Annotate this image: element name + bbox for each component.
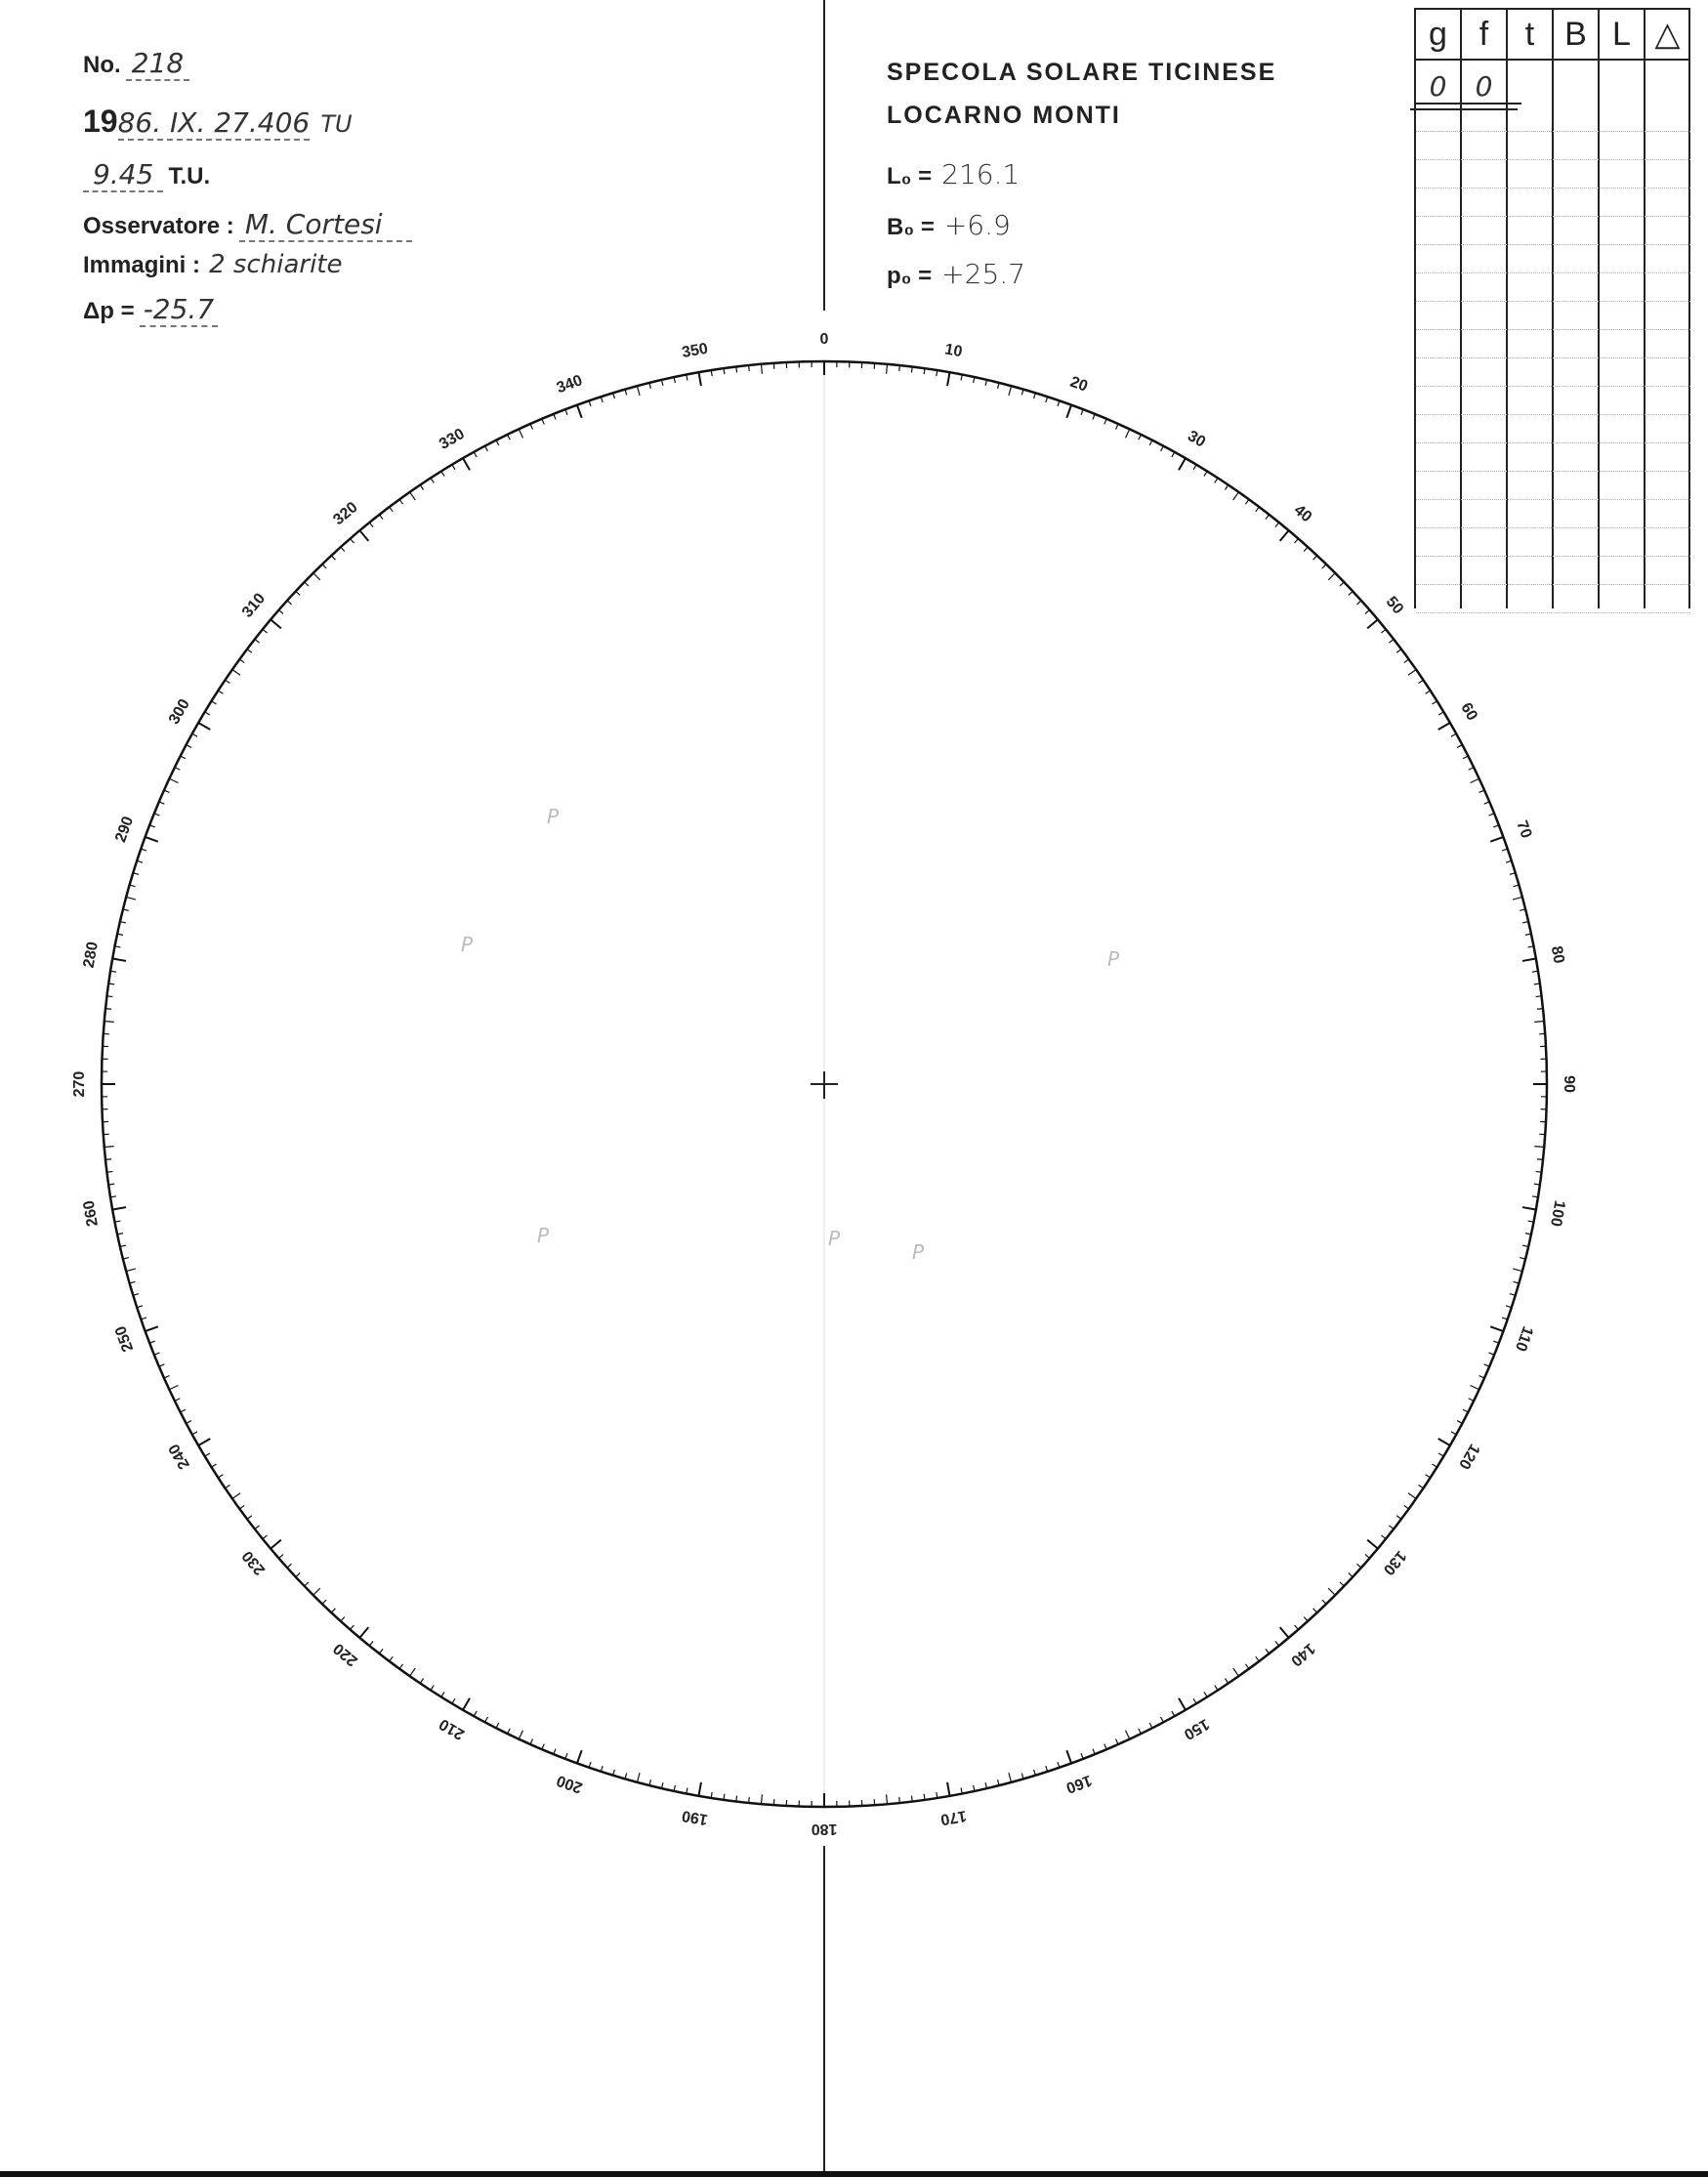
degree-tick [1066,405,1071,418]
degree-tick [1396,1516,1401,1520]
images-value: 2 schiarite [209,250,343,279]
degree-label: 270 [71,1070,89,1098]
degree-tick [1451,733,1456,736]
degree-tick [1275,1641,1279,1646]
degree-tick [279,1555,284,1559]
degree-tick [887,1794,888,1804]
observatory-line2: LOCARNO MONTI [887,102,1121,129]
degree-tick [508,1729,511,1734]
degree-tick [198,723,210,730]
degree-tick [762,1794,763,1804]
degree-label: 170 [938,1806,968,1828]
degree-tick [1245,499,1249,504]
degree-tick [519,1731,522,1739]
degree-tick [322,1600,326,1604]
degree-tick [351,539,354,544]
degree-tick [613,393,615,398]
degree-tick [485,1717,488,1722]
degree-tick [1381,629,1386,633]
degree-tick [341,547,345,551]
degree-tick [263,629,268,633]
degree-tick [1340,1582,1344,1586]
degree-tick [1408,670,1416,676]
degree-tick [1313,1609,1317,1612]
degree-tick [463,1698,470,1710]
degree-tick [899,1797,900,1803]
pencil-mark: P [912,1240,925,1264]
degree-tick [1295,539,1299,544]
degree-label: 80 [1547,944,1567,965]
table-header-f: f [1479,16,1489,53]
observatory-line1: SPECOLA SOLARE TICINESE [887,59,1277,86]
degree-tick [1322,1600,1326,1604]
degree-tick [112,959,126,961]
degree-tick [1463,1409,1468,1412]
degree-tick [296,591,300,595]
observer-label: Osservatore : [83,213,234,239]
degree-label: 10 [943,341,964,361]
degree-tick [1034,393,1036,398]
degree-label: 280 [80,941,103,970]
degree-tick [1356,1564,1360,1568]
degree-tick [287,601,291,605]
degree-tick [1172,452,1175,457]
degree-tick [1451,1432,1456,1435]
degree-tick [1126,1731,1130,1739]
degree-label: 100 [1546,1198,1568,1228]
degree-tick [331,556,335,560]
degree-tick [313,1588,320,1595]
degree-tick [577,1750,582,1763]
degree-tick [1469,1399,1474,1402]
no-label: No. [83,52,121,78]
pencil-mark: P [547,805,560,828]
table-header-g: g [1429,16,1447,53]
degree-tick [1408,1493,1416,1499]
degree-tick [359,530,368,541]
degree-tick [1513,897,1522,900]
degree-tick [1438,712,1443,715]
degree-label: 240 [165,1441,193,1472]
degree-tick [126,897,136,900]
degree-label: 200 [554,1771,585,1796]
degree-tick [175,768,180,771]
degree-tick [146,837,158,842]
degree-tick [1139,1729,1142,1734]
degree-tick [255,1526,260,1529]
degree-tick [1438,723,1450,730]
degree-tick [1066,1750,1071,1763]
degree-tick [1471,778,1479,782]
degree-tick [1256,1656,1260,1661]
degree-tick [1365,610,1370,614]
degree-tick [271,1540,281,1549]
degree-label: 70 [1513,818,1535,841]
degree-tick [1328,1588,1335,1595]
degree-label: 90 [1560,1075,1577,1093]
degree-tick [146,1326,158,1331]
degree-tick [463,458,470,470]
degree-tick [1215,1686,1218,1691]
degree-tick [1537,1159,1543,1160]
table-header-B: B [1564,16,1587,53]
degree-tick [239,659,244,663]
degree-label: 20 [1067,373,1090,396]
degree-tick [112,1207,126,1209]
degree-tick [390,507,394,512]
degree-label: 190 [681,1806,710,1828]
degree-label: 290 [112,814,138,845]
degree-tick [232,1493,240,1499]
degree-label: 0 [819,331,829,349]
B0-value: +6.9 [943,209,1011,241]
degree-tick [205,712,210,715]
degree-tick [947,372,949,386]
degree-tick [1536,996,1542,997]
degree-tick [1438,1453,1443,1456]
images-label: Immagini : [83,252,201,278]
degree-tick [1215,478,1218,482]
time-unit: T.U. [168,163,211,189]
degree-tick [313,573,320,580]
degree-tick [420,1679,423,1684]
table-header-delta: △ [1654,16,1681,53]
degree-label: 50 [1382,593,1407,618]
degree-tick [211,701,216,704]
degree-tick [169,778,178,782]
degree-tick [226,680,230,683]
degree-tick [1009,386,1012,396]
p0-label: p₀ = [887,263,933,289]
degree-tick [341,1616,345,1620]
degree-tick [1266,1649,1270,1654]
degree-tick [187,1421,191,1424]
degree-tick [187,745,191,748]
degree-tick [431,1686,434,1691]
degree-tick [1295,1625,1299,1630]
degree-tick [181,1409,186,1412]
degree-label: 140 [1287,1639,1318,1670]
degree-label: 60 [1457,699,1480,724]
degree-tick [431,478,434,482]
degree-tick [474,1711,477,1716]
degree-label: 30 [1185,428,1209,451]
table-header-L: L [1612,16,1631,53]
pencil-mark: P [461,933,474,956]
degree-tick [452,1698,455,1703]
degree-label: 120 [1455,1441,1483,1472]
degree-label: 300 [165,696,193,728]
degree-tick [724,1794,725,1800]
delta-p-label: Δp = [83,298,135,324]
degree-tick [369,523,373,527]
degree-tick [1356,601,1360,605]
degree-tick [107,1171,113,1172]
degree-label: 220 [330,1639,361,1670]
pencil-mark: P [537,1224,550,1247]
degree-tick [379,1649,383,1654]
degree-tick [699,1782,701,1796]
degree-label: 350 [681,340,710,362]
degree-label: 180 [811,1820,838,1837]
degree-tick [1256,507,1260,512]
degree-tick [108,1184,114,1185]
degree-tick [104,1022,114,1023]
degree-tick [1179,1698,1186,1710]
degree-tick [924,368,925,374]
degree-tick [1149,440,1152,445]
degree-tick [1463,756,1468,759]
degree-tick [305,582,309,586]
degree-tick [399,499,403,504]
degree-tick [577,405,582,418]
degree-tick [296,1573,300,1577]
degree-tick [1204,471,1207,476]
degree-tick [205,1453,210,1456]
no-value: 218 [126,47,189,81]
degree-tick [1536,1171,1542,1172]
degree-tick [331,1609,335,1612]
degree-tick [1340,582,1344,586]
degree-tick [947,1782,949,1796]
degree-tick [1266,515,1270,520]
degree-tick [369,1641,373,1646]
degree-tick [474,452,477,457]
degree-tick [508,435,511,440]
degree-tick [452,465,455,470]
degree-tick [1432,701,1437,704]
degree-tick [441,471,444,476]
degree-tick [1304,1616,1308,1620]
degree-tick [175,1399,180,1402]
degree-tick [1328,573,1335,580]
degree-tick [305,1582,309,1586]
degree-tick [1349,1573,1353,1577]
degree-tick [1432,1464,1437,1467]
degree-tick [1537,1009,1543,1010]
degree-tick [410,492,416,500]
degree-tick [887,364,888,374]
degree-tick [181,756,186,759]
degree-tick [104,1147,114,1148]
degree-label: 330 [437,425,468,453]
degree-label: 130 [1379,1547,1410,1578]
degree-tick [133,1294,139,1296]
table-cell-g: 0 [1429,70,1447,103]
degree-tick [736,367,737,373]
degree-tick [1225,485,1228,490]
degree-tick [1389,1526,1394,1529]
degree-tick [1313,556,1317,560]
degree-tick [1534,1184,1540,1185]
degree-tick [762,364,763,374]
degree-tick [1275,523,1279,527]
degree-tick [924,1794,925,1800]
degree-tick [1389,639,1394,643]
degree-tick [198,1439,210,1445]
degree-tick [192,733,197,736]
degree-tick [1522,1207,1536,1209]
degree-tick [519,429,522,438]
degree-tick [1522,959,1536,961]
date-suffix: TU [320,110,353,138]
degree-tick [1161,446,1164,451]
L0-value: 216.1 [941,158,1021,190]
degree-tick [1161,1717,1164,1722]
degree-tick [322,565,326,568]
degree-tick [410,1668,416,1676]
degree-tick [749,365,750,371]
degree-tick [441,1692,444,1696]
degree-tick [1471,1386,1479,1390]
degree-tick [218,691,223,693]
table-header-t: t [1524,16,1535,53]
degree-tick [351,1625,354,1630]
degree-tick [1419,1485,1424,1487]
degree-tick [1204,1692,1207,1696]
degree-tick [1419,680,1424,683]
degree-tick [1404,1505,1409,1509]
degree-tick [105,1159,111,1160]
degree-tick [1009,1773,1012,1782]
degree-tick [1438,1439,1450,1445]
degree-tick [1510,1294,1516,1296]
table-cell-f: 0 [1475,70,1493,103]
degree-tick [1404,659,1409,663]
degree-tick [399,1664,403,1669]
year-prefix: 19 [83,104,118,139]
page-bottom-edge [0,2171,1708,2177]
degree-tick [255,639,260,643]
degree-tick [1490,837,1503,842]
degree-tick [359,1627,368,1638]
degree-tick [1280,530,1289,541]
degree-tick [1304,547,1308,551]
degree-label: 230 [238,1547,270,1578]
degree-tick [247,1516,252,1520]
B0-label: B₀ = [887,214,935,240]
degree-tick [211,1464,216,1467]
degree-tick [420,485,423,490]
degree-label: 160 [1063,1771,1095,1796]
degree-tick [749,1797,750,1803]
degree-tick [287,1564,291,1568]
time-value: 9.45 [83,158,163,192]
degree-tick [1457,1421,1462,1424]
degree-tick [899,365,900,371]
degree-label: 310 [238,590,270,621]
degree-tick [1245,1664,1249,1669]
degree-tick [1365,1555,1370,1559]
degree-tick [218,1475,223,1478]
degree-tick [271,619,281,628]
degree-label: 150 [1181,1715,1212,1743]
degree-tick [169,1386,178,1390]
degree-tick [496,1723,499,1728]
degree-tick [390,1656,394,1661]
degree-tick [1179,458,1186,470]
degree-tick [485,446,488,451]
degree-label: 40 [1290,501,1315,526]
degree-tick [911,367,912,373]
degree-tick [1513,1269,1522,1272]
degree-tick [1381,1535,1386,1539]
degree-tick [1534,1022,1544,1023]
degree-tick [379,515,383,520]
degree-tick [1233,492,1239,500]
degree-tick [1193,1698,1196,1703]
L0-label: L₀ = [887,163,933,189]
degree-tick [1193,465,1196,470]
degree-label: 260 [80,1198,103,1228]
delta-p-value: -25.7 [140,293,218,327]
degree-tick [1367,619,1378,628]
degree-tick [1149,1723,1152,1728]
degree-tick [226,1485,230,1487]
degree-tick [1469,768,1474,771]
degree-label: 110 [1511,1323,1536,1354]
degree-tick [1233,1668,1239,1676]
degree-tick [1426,691,1431,693]
degree-tick [263,1535,268,1539]
degree-tick [192,1432,197,1435]
pencil-mark: P [1107,947,1120,971]
p0-value: +25.7 [941,258,1025,290]
degree-tick [496,440,499,445]
degree-label: 320 [330,498,361,529]
degree-tick [279,610,284,614]
degree-label: 210 [437,1715,468,1743]
degree-tick [613,1770,615,1776]
degree-tick [1457,745,1462,748]
degree-label: 340 [554,372,585,398]
degree-tick [911,1796,912,1802]
observer-value: M. Cortesi [239,208,412,242]
degree-tick [1322,565,1326,568]
degree-tick [126,1269,136,1272]
degree-tick [239,1505,244,1509]
degree-tick [105,1009,111,1010]
degree-tick [1510,873,1516,875]
date-value: 86. IX. 27.406 [117,106,311,139]
degree-tick [1034,1770,1036,1776]
pencil-mark: P [828,1227,841,1250]
degree-tick [637,1773,640,1782]
degree-tick [1172,1711,1175,1716]
degree-tick [1280,1627,1289,1638]
degree-tick [736,1796,737,1802]
degree-tick [1426,1475,1431,1478]
degree-tick [247,649,252,653]
degree-tick [724,368,725,374]
degree-tick [133,873,139,875]
degree-tick [1139,435,1142,440]
degree-tick [1534,1147,1544,1148]
degree-tick [637,386,640,396]
degree-tick [699,372,701,386]
degree-tick [1490,1326,1503,1331]
degree-tick [1126,429,1130,438]
degree-tick [107,996,113,997]
degree-tick [1349,591,1353,595]
degree-tick [232,670,240,676]
degree-tick [1396,649,1401,653]
degree-tick [1367,1540,1378,1549]
degree-tick [1225,1679,1228,1684]
degree-label: 250 [112,1323,138,1355]
